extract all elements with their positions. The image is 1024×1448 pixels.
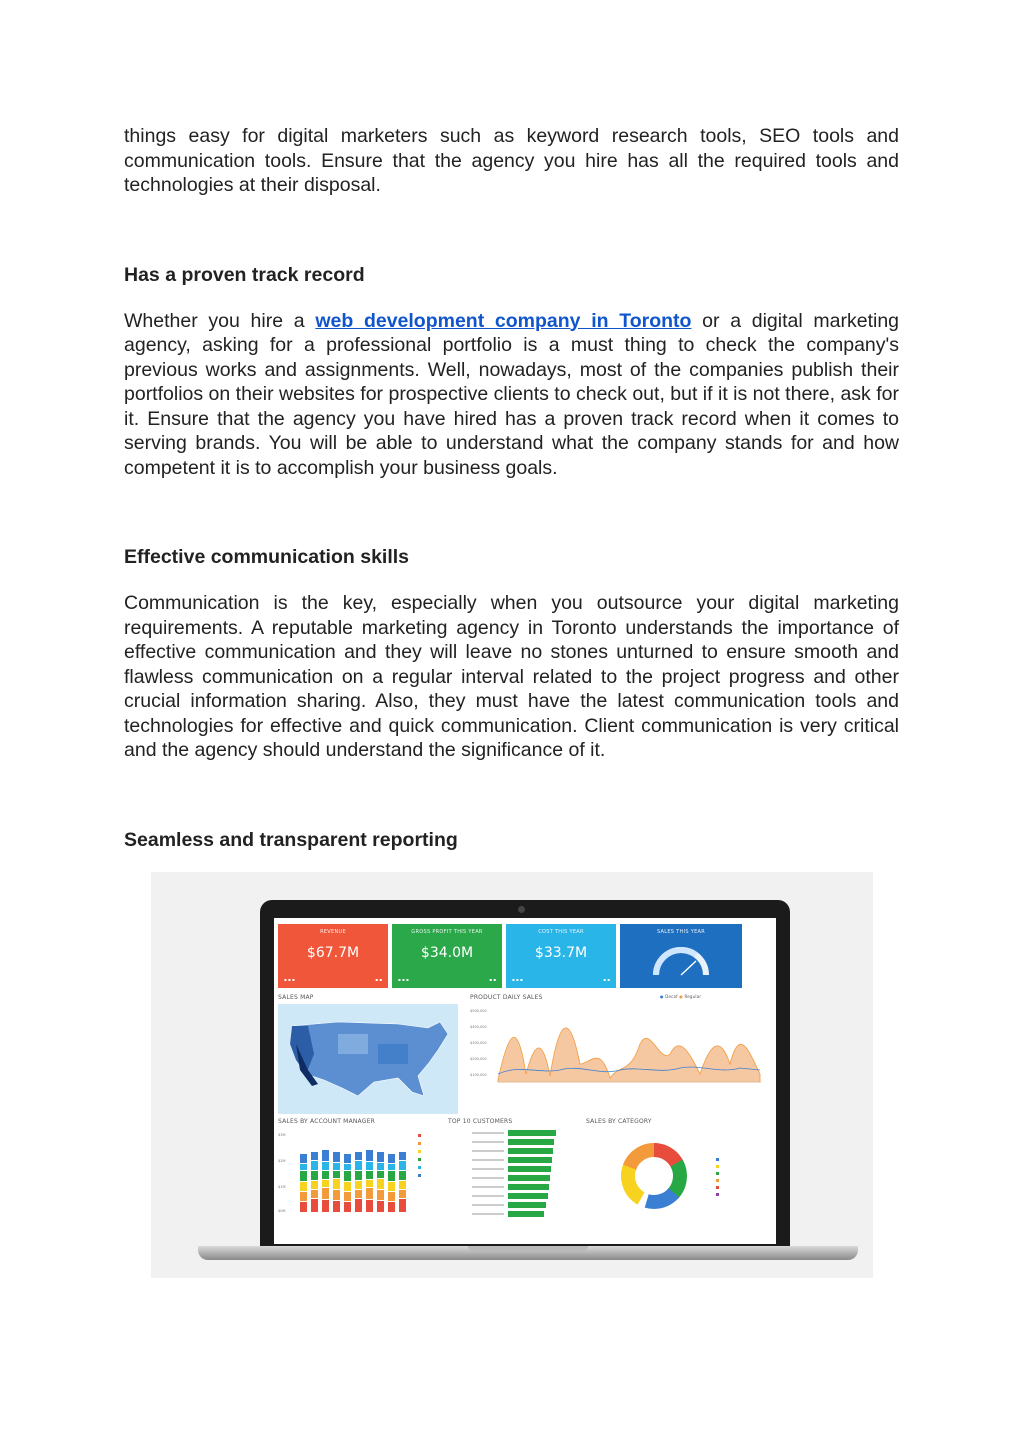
kpi-value: $67.7M bbox=[306, 945, 360, 961]
stacked-bar-segment bbox=[377, 1201, 384, 1212]
intro-paragraph: things easy for digital marketers such as keyword research tools, SEO tools and communication tools. Ensure that the agency you hire has all the required tools and technologies at their disposal. bbox=[124, 125, 899, 196]
kpi-cost: COST THIS YEAR $33.7M ▪ ▪ ▪ ▪ ▪ bbox=[506, 924, 616, 988]
stacked-bar-segment bbox=[355, 1199, 362, 1212]
stacked-bar-segment bbox=[311, 1199, 318, 1212]
legend-swatch bbox=[418, 1166, 421, 1169]
kpi-title: COST THIS YEAR bbox=[538, 929, 584, 935]
stacked-bar-segment bbox=[322, 1171, 329, 1179]
laptop-base bbox=[198, 1246, 858, 1260]
y-tick: $300,000 bbox=[470, 1041, 487, 1045]
sales-map bbox=[278, 1004, 458, 1114]
legend-swatch bbox=[418, 1142, 421, 1145]
category-donut-chart bbox=[586, 1128, 772, 1238]
category-title: SALES BY CATEGORY bbox=[586, 1118, 652, 1125]
stacked-bar-segment bbox=[311, 1190, 318, 1198]
stacked-bar-segment bbox=[399, 1161, 406, 1170]
stacked-bar-segment bbox=[311, 1171, 318, 1180]
stacked-bar-segment bbox=[300, 1192, 307, 1201]
stacked-bar-segment bbox=[388, 1164, 395, 1170]
stacked-bar-segment bbox=[366, 1150, 373, 1161]
stacked-bar-segment bbox=[388, 1171, 395, 1181]
y-tick: $200,000 bbox=[470, 1057, 487, 1061]
stacked-bar-segment bbox=[355, 1171, 362, 1180]
dashboard-laptop-image bbox=[151, 872, 873, 1278]
account-manager-chart bbox=[278, 1128, 448, 1238]
y-tick: $1M bbox=[278, 1185, 286, 1189]
heading-effective-communication: Effective communication skills bbox=[124, 546, 410, 568]
y-tick: $2M bbox=[278, 1159, 286, 1163]
daily-sales-legend: ● Decaf ● Regular bbox=[660, 994, 702, 999]
communication-paragraph: Communication is the key, especially when you outsource your digital marketing requirements. A reputable marketing agency in Toronto understands the importance of effective communication and they will leave no stones unturned to ensure smooth and flawless communication on a regular interval related to the project progress and other crucial information sharing. Also, they must have the latest communication tools and technologies for effective and quick communication. Client communication is very critical and the agency should understand the significance of it. bbox=[124, 592, 899, 761]
stacked-bar-segment bbox=[355, 1190, 362, 1198]
kpi-title: GROSS PROFIT THIS YEAR bbox=[411, 929, 483, 935]
stacked-bar-segment bbox=[366, 1180, 373, 1187]
top-customers-chart bbox=[448, 1128, 578, 1238]
stacked-bar-segment bbox=[333, 1163, 340, 1170]
top-customers-title: TOP 10 CUSTOMERS bbox=[448, 1118, 513, 1125]
stacked-bar-segment bbox=[344, 1154, 351, 1163]
kpi-value: $34.0M bbox=[420, 945, 474, 961]
stacked-bar-segment bbox=[377, 1163, 384, 1170]
kpi-title: SALES THIS YEAR bbox=[656, 929, 706, 935]
legend-decaf: Decaf bbox=[665, 994, 678, 999]
heading-proven-track-record: Has a proven track record bbox=[124, 263, 365, 286]
legend-swatch bbox=[418, 1174, 421, 1177]
stacked-bar-segment bbox=[333, 1201, 340, 1212]
stacked-bar-segment bbox=[311, 1152, 318, 1160]
stacked-bar-segment bbox=[366, 1171, 373, 1179]
stacked-bar-segment bbox=[399, 1171, 406, 1180]
stacked-bar-segment bbox=[377, 1152, 384, 1162]
stacked-bar-segment bbox=[344, 1164, 351, 1170]
stacked-bar-segment bbox=[355, 1181, 362, 1189]
legend-swatch bbox=[418, 1134, 421, 1137]
document-body bbox=[124, 124, 899, 852]
laptop-screen-frame bbox=[260, 900, 790, 1250]
stacked-bar-segment bbox=[388, 1192, 395, 1201]
dashboard-screen bbox=[274, 918, 776, 1244]
web-development-link[interactable]: web development company in Toronto bbox=[315, 309, 692, 332]
stacked-bar-segment bbox=[388, 1182, 395, 1191]
stacked-bar-segment bbox=[333, 1152, 340, 1162]
laptop bbox=[260, 900, 790, 1264]
stacked-bar-segment bbox=[300, 1202, 307, 1212]
stacked-bar-segment bbox=[399, 1199, 406, 1212]
stacked-bar-segment bbox=[322, 1180, 329, 1187]
stacked-bar-segment bbox=[366, 1188, 373, 1199]
kpi-revenue: REVENUE $67.7M ▪ ▪ ▪ ▪ ▪ bbox=[278, 924, 388, 988]
stacked-bar-segment bbox=[333, 1171, 340, 1178]
stacked-bar-segment bbox=[399, 1152, 406, 1160]
stacked-bar-segment bbox=[300, 1182, 307, 1191]
stacked-bar-segment bbox=[344, 1192, 351, 1201]
stacked-bar-segment bbox=[333, 1190, 340, 1200]
account-manager-title: SALES BY ACCOUNT MANAGER bbox=[278, 1118, 375, 1125]
stacked-bar-segment bbox=[388, 1202, 395, 1212]
stacked-bar-segment bbox=[300, 1154, 307, 1163]
stacked-bar-segment bbox=[355, 1152, 362, 1160]
kpi-sales-this-year bbox=[620, 924, 742, 988]
stacked-bar-segment bbox=[300, 1171, 307, 1181]
stacked-bar-segment bbox=[311, 1161, 318, 1170]
stacked-bar-segment bbox=[377, 1171, 384, 1178]
stacked-bar-segment bbox=[377, 1179, 384, 1189]
stacked-bar-segment bbox=[344, 1171, 351, 1181]
y-tick: $3M bbox=[278, 1133, 286, 1137]
daily-sales-title: PRODUCT DAILY SALES bbox=[470, 994, 543, 1001]
stacked-bar-segment bbox=[399, 1181, 406, 1189]
stacked-bar-segment bbox=[355, 1161, 362, 1170]
stacked-bar-segment bbox=[300, 1164, 307, 1170]
y-tick: $500,000 bbox=[470, 1009, 487, 1013]
stacked-bar-segment bbox=[344, 1202, 351, 1212]
kpi-value: $33.7M bbox=[534, 945, 588, 961]
legend-regular: Regular bbox=[684, 994, 702, 999]
track-record-text-start: Whether you hire a bbox=[124, 309, 316, 332]
kpi-gross-profit: GROSS PROFIT THIS YEAR $34.0M ▪ ▪ ▪ ▪ ▪ bbox=[392, 924, 502, 988]
heading-transparent-reporting: Seamless and transparent reporting bbox=[124, 828, 458, 851]
track-record-paragraph bbox=[124, 309, 899, 481]
y-tick: $400,000 bbox=[470, 1025, 487, 1029]
legend-swatch bbox=[418, 1158, 421, 1161]
gauge-icon bbox=[620, 935, 742, 985]
stacked-bar-segment bbox=[366, 1200, 373, 1212]
stacked-bar-segment bbox=[366, 1162, 373, 1170]
stacked-bar-segment bbox=[344, 1182, 351, 1191]
legend-swatch bbox=[418, 1150, 421, 1153]
kpi-title: REVENUE bbox=[320, 929, 346, 935]
y-tick: $0M bbox=[278, 1209, 286, 1213]
stacked-bar-segment bbox=[322, 1150, 329, 1161]
stacked-bar-segment bbox=[377, 1190, 384, 1200]
stacked-bar-segment bbox=[322, 1188, 329, 1199]
sales-map-title: SALES MAP bbox=[278, 994, 314, 1001]
stacked-bar-segment bbox=[388, 1154, 395, 1163]
stacked-bar-segment bbox=[311, 1181, 318, 1189]
stacked-bar-segment bbox=[333, 1179, 340, 1189]
camera-icon bbox=[518, 906, 525, 913]
daily-sales-chart bbox=[470, 1004, 770, 1114]
stacked-bar-segment bbox=[322, 1200, 329, 1212]
stacked-bar-segment bbox=[322, 1162, 329, 1170]
track-record-text-end: or a digital marketing agency, asking for a professional portfolio is a must thing to check the company's previous works and assignments. Well, nowadays, most of the companies publish their portfolios on their websites for prospective clients to check out, but if it is not there, ask for it. Ensure that the agency you have hired has a proven track record when it comes to serving brands. You will be able to understand what the company stands for and how competent it is to accomplish your business goals. bbox=[124, 309, 900, 479]
stacked-bar-segment bbox=[399, 1190, 406, 1198]
y-tick: $100,000 bbox=[470, 1073, 487, 1077]
